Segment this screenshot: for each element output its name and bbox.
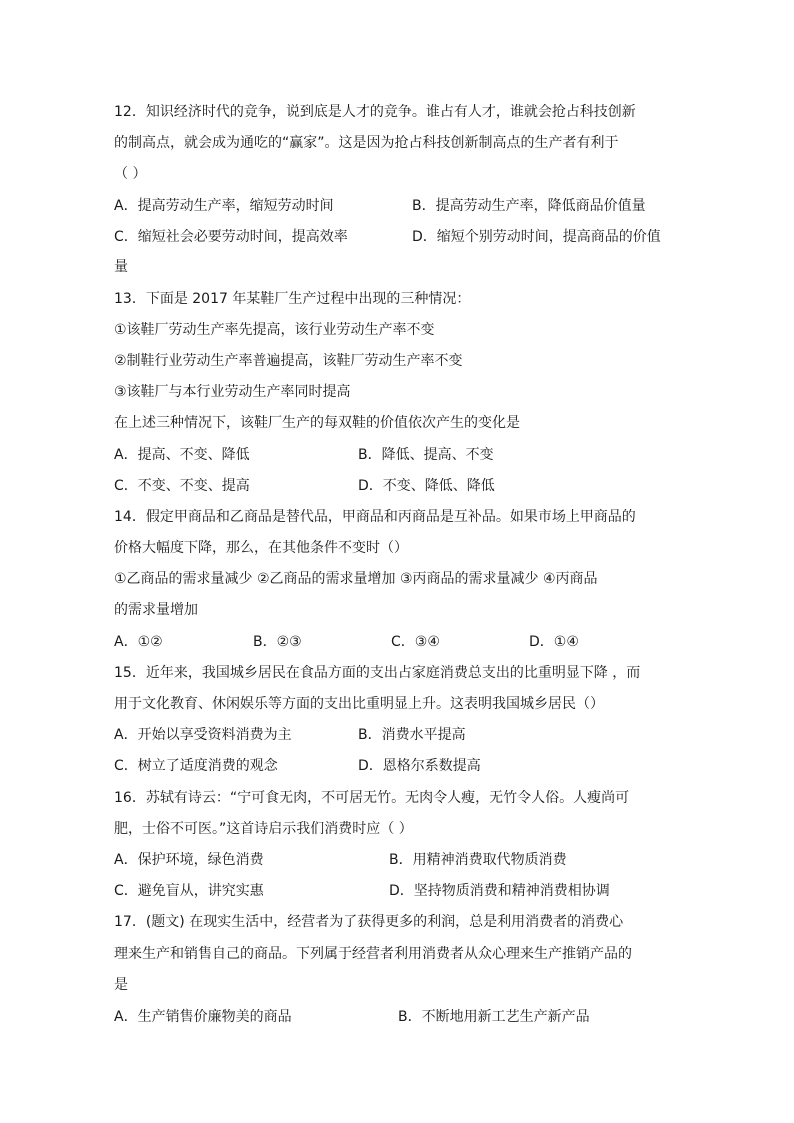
q12-stem-line1: 12．知识经济时代的竞争，说到底是人才的竞争。谁占有人才，谁就会抢占科技创新 (114, 104, 636, 120)
q14-items-continued: 的需求量增加 (114, 602, 198, 618)
q17-stem-line2: 理来生产和销售自己的商品。下列属于经营者利用消费者从众心理来生产推销产品的 (114, 946, 632, 962)
q15-stem-line2: 用于文化教育、休闲娱乐等方面的支出比重明显上升。这表明我国城乡居民（） (114, 696, 604, 712)
q13-option-b: B．降低、提高、不变 (358, 447, 494, 463)
q17-stem-line3: 是 (114, 977, 128, 993)
q16-option-c: C．避免盲从，讲究实惠 (114, 883, 264, 899)
q15-option-b: B．消费水平提高 (358, 727, 466, 743)
q12-option-a: A．提高劳动生产率，缩短劳动时间 (114, 198, 334, 214)
q14-option-b: B．②③ (253, 634, 302, 650)
q16-option-a: A．保护环境，绿色消费 (114, 852, 264, 868)
q17-option-b: B．不断地用新工艺生产新产品 (398, 1009, 590, 1025)
q16-option-d: D．坚持物质消费和精神消费相协调 (389, 883, 610, 899)
q16-stem-line2: 肥，士俗不可医。”这首诗启示我们消费时应（ ） (114, 821, 413, 837)
q13-option-d: D．不变、降低、降低 (358, 478, 495, 494)
q14-option-d: D．①④ (529, 634, 579, 650)
q13-stem: 13．下面是 2017 年某鞋厂生产过程中出现的三种情况： (114, 291, 471, 307)
q13-question: 在上述三种情况下，该鞋厂生产的每双鞋的价值依次产生的变化是 (114, 415, 520, 431)
q16-option-b: B．用精神消费取代物质消费 (389, 852, 567, 868)
q12-option-d: D．缩短个别劳动时间，提高商品的价值 (412, 229, 661, 245)
q16-stem-line1: 16．苏轼有诗云：“宁可食无肉，不可居无竹。无肉令人瘦，无竹令人俗。人瘦尚可 (114, 790, 630, 806)
q13-option-a: A．提高、不变、降低 (114, 447, 250, 463)
q12-option-c: C．缩短社会必要劳动时间，提高效率 (114, 229, 348, 245)
q15-option-d: D．恩格尔系数提高 (358, 758, 481, 774)
q13-item-2: ②制鞋行业劳动生产率普遍提高，该鞋厂劳动生产率不变 (114, 353, 463, 369)
q13-item-3: ③该鞋厂与本行业劳动生产率同时提高 (114, 384, 351, 400)
q12-answer-paren: （ ） (114, 166, 147, 182)
q13-option-c: C．不变、不变、提高 (114, 478, 250, 494)
q14-option-c: C．③④ (391, 634, 440, 650)
q14-items: ①乙商品的需求量减少 ②乙商品的需求量增加 ③丙商品的需求量减少 ④丙商品 (114, 571, 598, 587)
q12-option-b: B．提高劳动生产率，降低商品价值量 (412, 198, 646, 214)
q15-option-a: A．开始以享受资料消费为主 (114, 727, 292, 743)
q13-item-1: ①该鞋厂劳动生产率先提高，该行业劳动生产率不变 (114, 322, 435, 338)
q14-stem-line1: 14．假定甲商品和乙商品是替代品，甲商品和丙商品是互补品。如果市场上甲商品的 (114, 509, 636, 525)
q14-stem-line2: 价格大幅度下降，那么，在其他条件不变时（） (114, 540, 408, 556)
q17-stem-line1: 17．(题文) 在现实生活中，经营者为了获得更多的利润，总是利用消费者的消费心 (114, 914, 624, 930)
q12-option-d-continued: 量 (114, 259, 128, 275)
q17-option-a: A．生产销售价廉物美的商品 (114, 1009, 292, 1025)
q12-stem-line2: 的制高点，就会成为通吃的“赢家”。这是因为抢占科技创新制高点的生产者有利于 (114, 135, 619, 151)
q14-option-a: A．①② (114, 634, 163, 650)
q15-stem-line1: 15．近年来，我国城乡居民在食品方面的支出占家庭消费总支出的比重明显下降 ，而 (114, 665, 641, 681)
q15-option-c: C．树立了适度消费的观念 (114, 758, 278, 774)
